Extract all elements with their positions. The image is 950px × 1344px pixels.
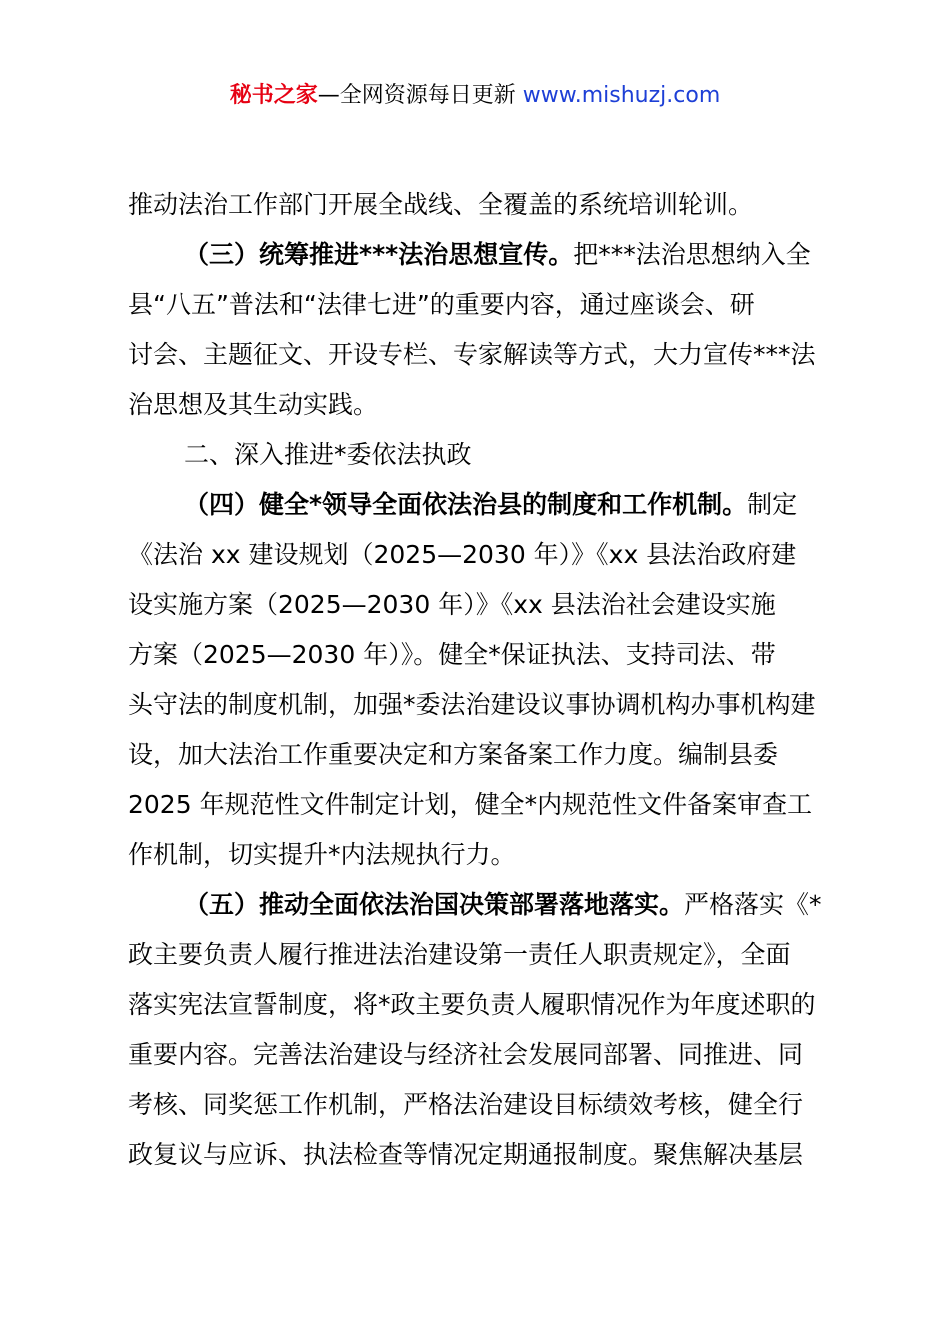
section-heading-4: （四）健全*领导全面依法治县的制度和工作机制。制定 — [184, 490, 798, 519]
document-body — [128, 180, 838, 1180]
text-line: 政复议与应诉、执法检查等情况定期通报制度。聚焦解决基层 — [128, 1140, 804, 1169]
header-tagline: —全网资源每日更新 — [317, 83, 523, 108]
section-heading-3: （三）统筹推进***法治思想宣传。把***法治思想纳入全 — [184, 240, 811, 269]
text-line: 设，加大法治工作重要决定和方案备案工作力度。编制县委 — [128, 740, 779, 769]
section-heading-5: （五）推动全面依法治国决策部署落地落实。严格落实《* — [184, 890, 822, 919]
text-line: 治思想及其生动实践。 — [128, 390, 379, 419]
text-line: 2025 年规范性文件制定计划，健全*内规范性文件备案审查工 — [128, 790, 813, 819]
site-url-link[interactable]: www.mishuzj.com — [522, 83, 721, 108]
text-line: 头守法的制度机制，加强*委法治建设议事协调机构办事机构建 — [128, 690, 816, 719]
text-line: 作机制，切实提升*内法规执行力。 — [128, 840, 516, 869]
text-line: 推动法治工作部门开展全战线、全覆盖的系统培训轮训。 — [128, 190, 754, 219]
page-header — [0, 80, 950, 112]
text-line: 重要内容。完善法治建设与经济社会发展同部署、同推进、同 — [128, 1040, 804, 1069]
text-line: 县“八五”普法和“法律七进”的重要内容，通过座谈会、研 — [128, 290, 755, 319]
text-line: 方案（2025—2030 年）》。健全*保证执法、支持司法、带 — [128, 640, 776, 669]
text-line: 讨会、主题征文、开设专栏、专家解读等方式，大力宣传***法 — [128, 340, 816, 369]
text-line: 设实施方案（2025—2030 年）》《xx 县法治社会建设实施 — [128, 590, 776, 619]
text-line: 政主要负责人履行推进法治建设第一责任人职责规定》，全面 — [128, 940, 791, 969]
text-line: 考核、同奖惩工作机制，严格法治建设目标绩效考核，健全行 — [128, 1090, 804, 1119]
text-line: 《法治 xx 建设规划（2025—2030 年）》《xx 县法治政府建 — [128, 540, 797, 569]
brand-name: 秘书之家 — [229, 83, 318, 108]
chapter-heading-2: 二、深入推进*委依法执政 — [184, 440, 472, 469]
text-line: 落实宪法宣誓制度，将*政主要负责人履职情况作为年度述职的 — [128, 990, 816, 1019]
